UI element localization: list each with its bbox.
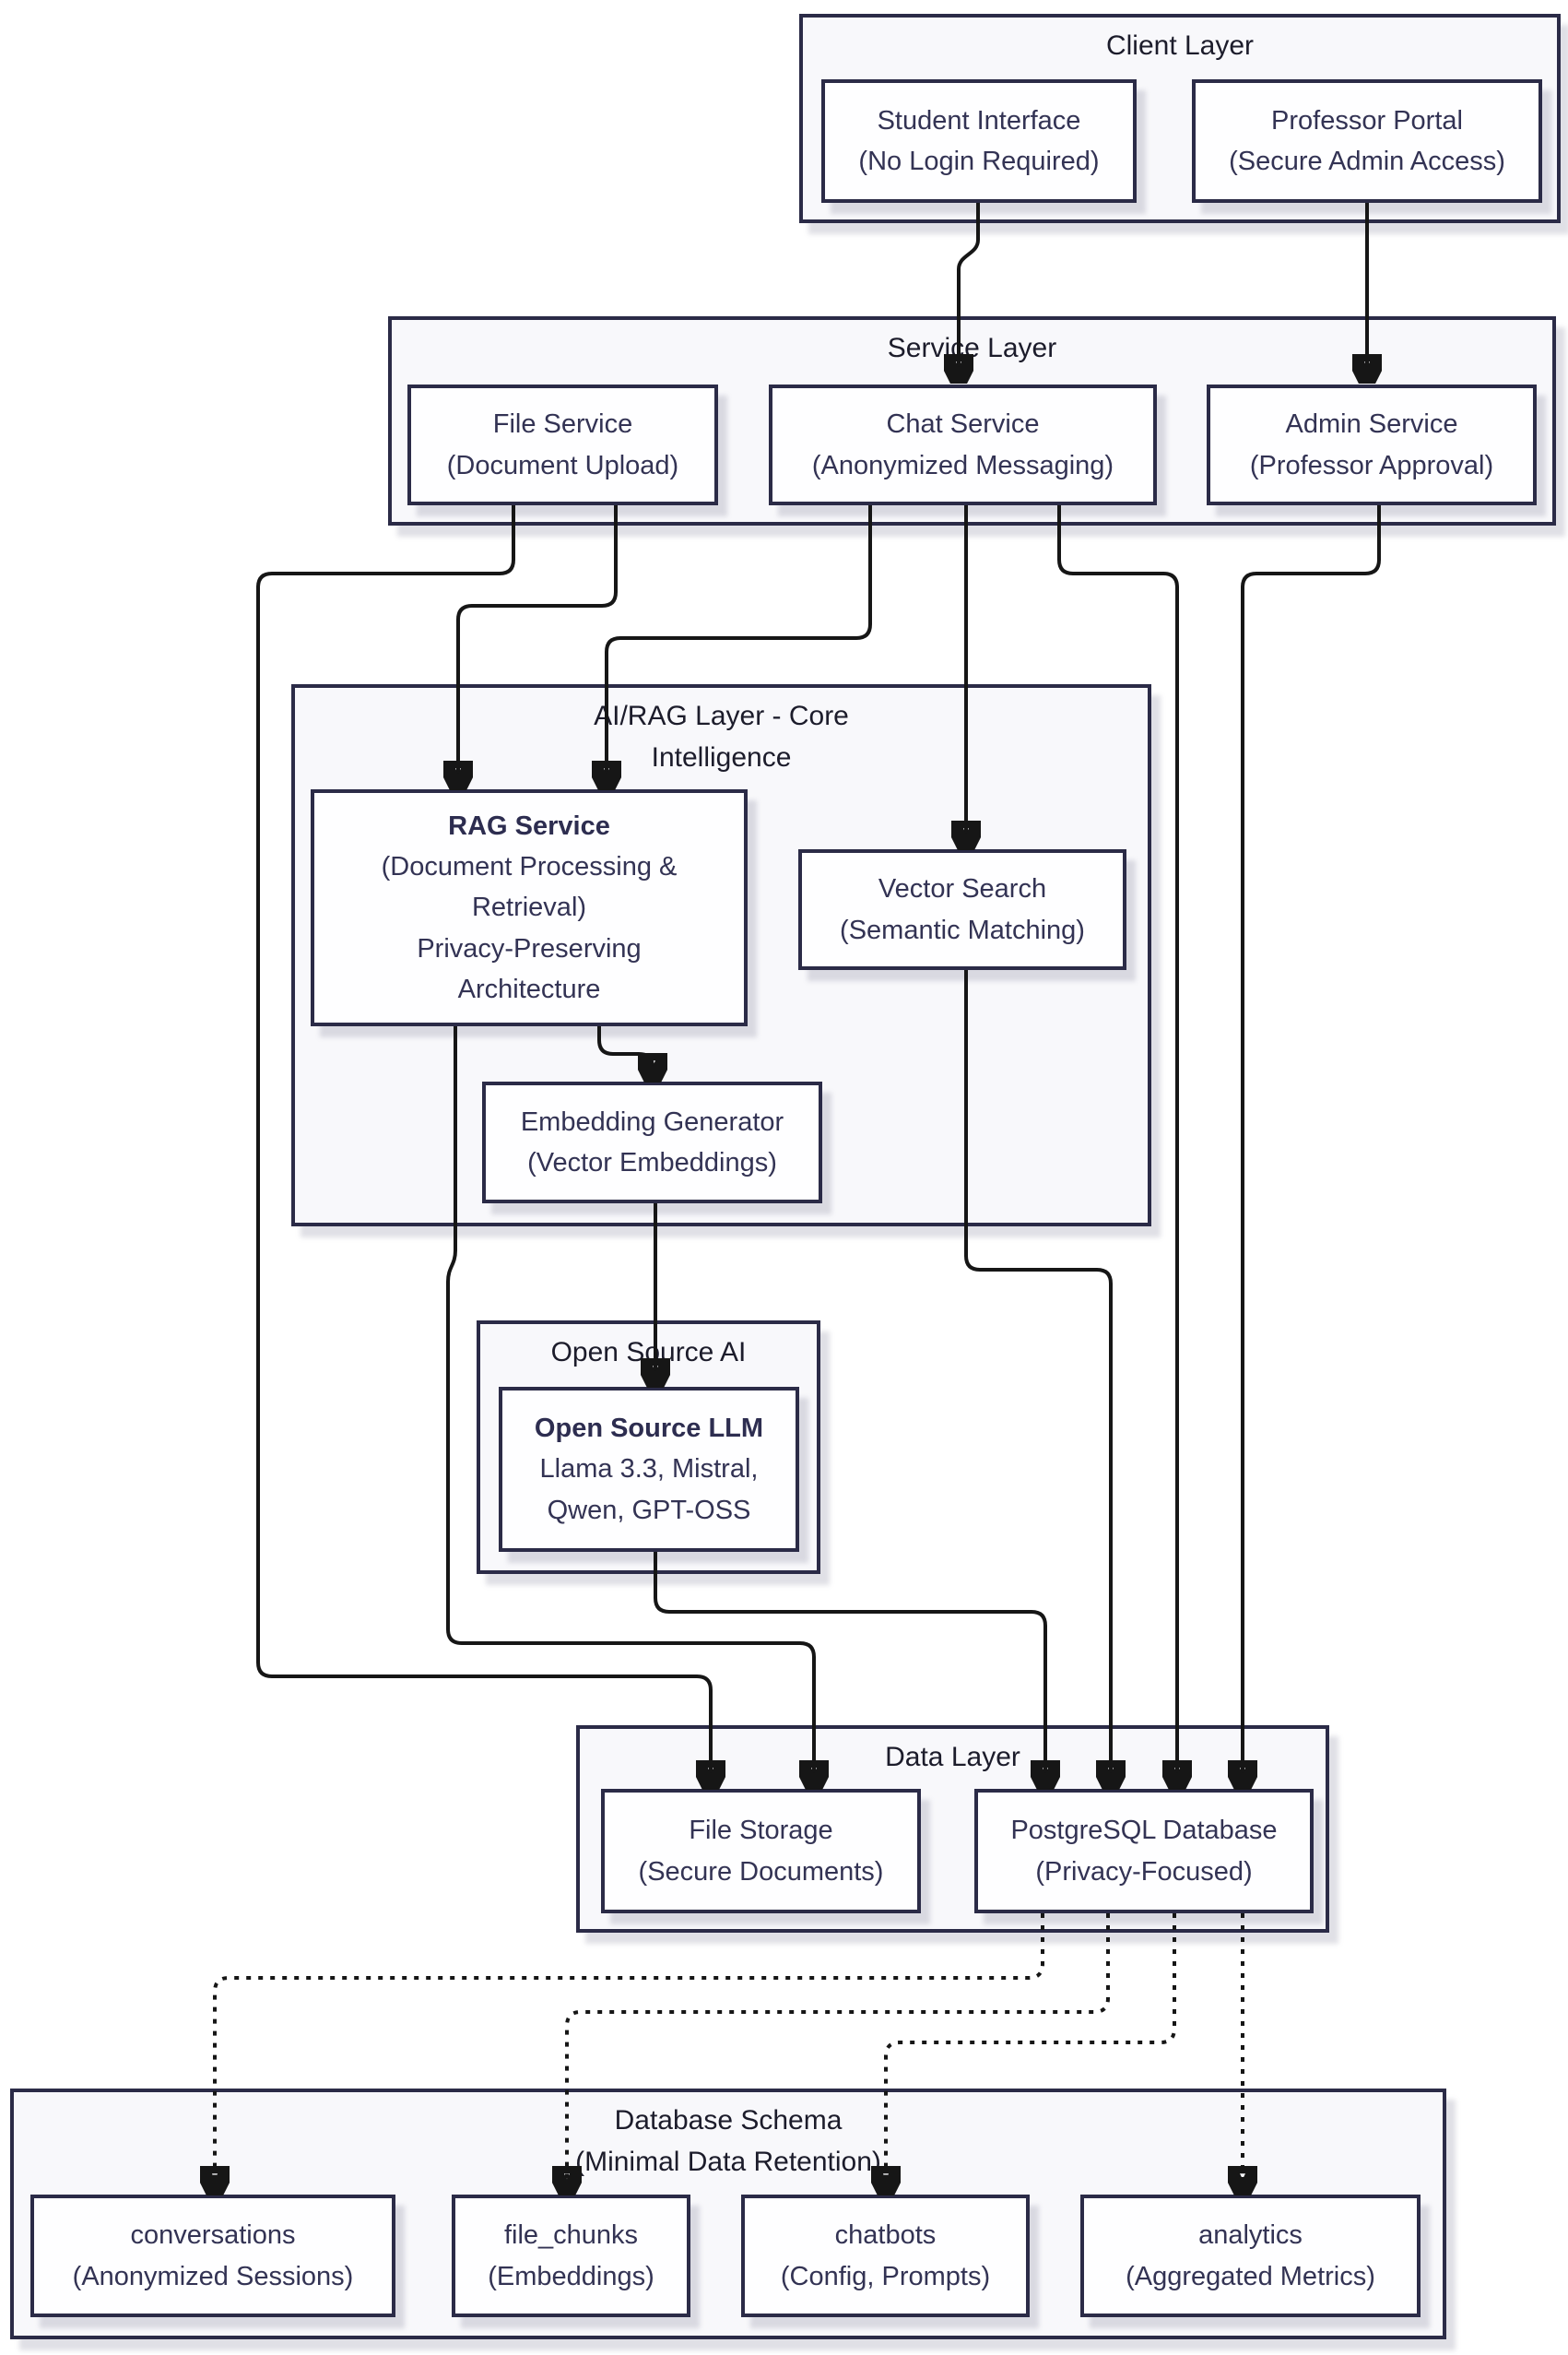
node-chat-service: [769, 385, 1157, 505]
node-postgresql-database: [974, 1789, 1314, 1913]
node-chatbots-line1: chatbots: [834, 2220, 937, 2251]
node-admin-service-line2: (Professor Approval): [1249, 450, 1494, 480]
node-conversations-line2: (Anonymized Sessions): [72, 2261, 354, 2291]
node-analytics: [1080, 2195, 1421, 2317]
node-vector-search-line1: Vector Search: [878, 874, 1047, 905]
node-file-storage-line2: (Secure Documents): [638, 1856, 884, 1887]
node-embedding-generator-line2: (Vector Embeddings): [527, 1148, 777, 1178]
node-chatbots: [741, 2195, 1030, 2317]
node-rag-service-desc1: (Document Processing & Retrieval): [381, 852, 678, 923]
node-professor-portal-line2: (Secure Admin Access): [1229, 147, 1505, 176]
node-file-service-line2: (Document Upload): [446, 450, 679, 480]
node-file-chunks-line1: file_chunks: [503, 2220, 639, 2251]
node-admin-service: [1207, 385, 1537, 505]
node-student-interface-line1: Student Interface: [877, 105, 1081, 136]
node-conversations: [30, 2195, 395, 2317]
node-analytics-line1: analytics: [1198, 2220, 1303, 2251]
node-open-source-llm-desc: Llama 3.3, Mistral, Qwen, GPT-OSS: [539, 1454, 759, 1525]
edge-admin-to-postgres: [1243, 505, 1379, 1783]
cluster-open-source-ai-title: Open Source AI: [550, 1337, 747, 1367]
node-analytics-line2: (Aggregated Metrics): [1126, 2261, 1375, 2291]
node-admin-service-line1: Admin Service: [1285, 409, 1458, 440]
cluster-database-schema-title: [14, 2100, 1443, 2183]
node-embedding-generator: [482, 1082, 822, 1203]
node-file-storage: [601, 1789, 921, 1913]
node-vector-search-line2: (Semantic Matching): [840, 915, 1085, 945]
node-file-storage-line1: File Storage: [689, 1816, 833, 1846]
cluster-ai-rag-title-line2: Intelligence: [651, 742, 792, 773]
cluster-ai-rag-layer-title: [295, 695, 1148, 778]
node-conversations-line1: conversations: [130, 2220, 296, 2251]
node-file-chunks-line2: (Embeddings): [488, 2261, 654, 2291]
cluster-database-schema-title-line1: Database Schema: [614, 2105, 843, 2136]
node-chatbots-line2: (Config, Prompts): [780, 2261, 991, 2291]
node-file-service-line1: File Service: [492, 409, 633, 440]
cluster-ai-rag-title-line1: AI/RAG Layer - Core: [594, 701, 849, 731]
node-chat-service-line2: (Anonymized Messaging): [811, 450, 1114, 480]
node-student-interface: [821, 79, 1137, 203]
node-rag-service: [311, 789, 748, 1026]
node-chat-service-line1: Chat Service: [886, 409, 1040, 440]
node-open-source-llm-title: Open Source LLM: [534, 1414, 764, 1444]
node-rag-service-title: RAG Service: [448, 811, 610, 842]
cluster-client-layer-title: Client Layer: [1105, 30, 1255, 61]
cluster-data-layer-title: Data Layer: [885, 1742, 1020, 1772]
node-postgresql-database-line2: (Privacy-Focused): [1035, 1856, 1253, 1887]
cluster-service-layer-title: Service Layer: [887, 333, 1057, 363]
node-file-chunks: [452, 2195, 690, 2317]
node-file-service: [407, 385, 718, 505]
node-professor-portal: [1192, 79, 1542, 203]
node-vector-search: [798, 849, 1126, 970]
node-open-source-llm: [499, 1387, 799, 1552]
node-rag-service-desc2: Privacy-Preserving Architecture: [417, 933, 642, 1004]
cluster-database-schema-title-line2: (Minimal Data Retention): [575, 2147, 881, 2177]
node-embedding-generator-line1: Embedding Generator: [520, 1106, 784, 1137]
node-postgresql-database-line1: PostgreSQL Database: [1010, 1816, 1278, 1846]
node-professor-portal-line1: Professor Portal: [1271, 105, 1463, 136]
node-student-interface-line2: (No Login Required): [858, 147, 1100, 176]
